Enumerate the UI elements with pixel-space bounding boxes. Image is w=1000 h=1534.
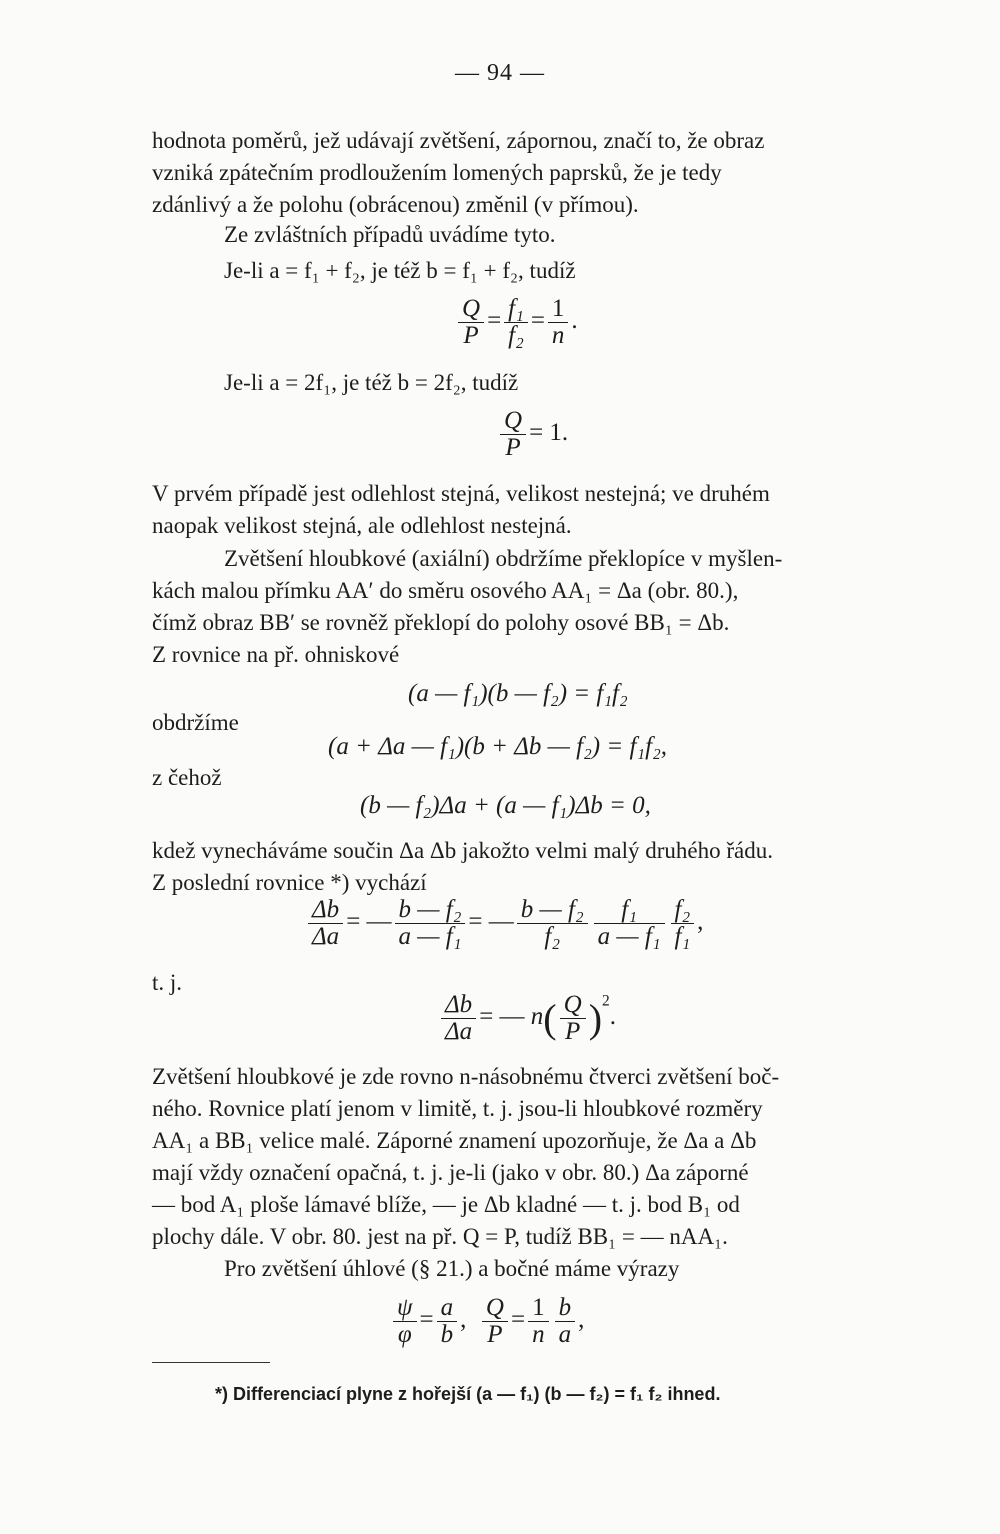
paragraph-1 xyxy=(152,125,940,221)
text-line: Z poslední rovnice *) vychází xyxy=(152,870,427,895)
case-1-line xyxy=(152,255,940,287)
fraction: $\frac{Q}{P}$ xyxy=(482,1295,508,1348)
case-2-line xyxy=(152,367,940,399)
paragraph-2 xyxy=(152,219,940,251)
equation-1: $\frac{Q}{P}$ = $\frac{\text{f₁}}{\text{f₂}}$ = $\frac{1}{n}$ . xyxy=(455,296,578,349)
fraction: $\frac{\text{b — f₂}}{\text{f₂}}$ xyxy=(517,897,588,950)
fraction: $\frac{\Delta b}{\Delta a}$ xyxy=(308,897,343,950)
equation-7: $\frac{\Delta b}{\Delta a}$ = — n( $\frac{Q}{P}$ )$^2$. xyxy=(438,992,616,1045)
page-number: — 94 — xyxy=(455,60,545,86)
label-obdrzime: obdržíme xyxy=(152,710,239,735)
text-line: Je-li a = 2f₁, je též b = 2f₂, tudíž xyxy=(224,370,519,395)
fraction: $\frac{\text{b — f₂}}{\text{a — f₁}}$ xyxy=(395,897,466,950)
fraction: $\frac{a}{b}$ xyxy=(437,1295,458,1348)
text-line: Ze zvláštních případů uvádíme tyto. xyxy=(224,222,556,247)
equation-6: $\frac{\Delta b}{\Delta a}$ = — $\frac{\text{b — f₂}}{\text{a — f₁}}$ = — $\frac{\text{b — f₂}}{\text{f₂}}$ $\frac{\text{f₁}}{\text{a — f₁}}$ $\frac{\text{f₂}}{\text{f₁}}$ , xyxy=(305,897,703,950)
footnote: *) Differenciací plyne z hořejší (a — f₁) (b — f₂) = f₁ f₂ ihned. xyxy=(215,1384,721,1404)
text-line: kách malou přímku AA′ do směru osového AA₁ = Δa (obr. 80.), xyxy=(152,578,739,603)
fraction: $\frac{Q}{P}$ xyxy=(500,408,526,461)
fraction: $\frac{\text{f₂}}{\text{f₁}}$ xyxy=(671,897,695,950)
text-line: naopak velikost stejná, ale odlehlost nestejná. xyxy=(152,513,572,538)
text-line: mají vždy označení opačná, t. j. je-li (jako v obr. 80.) Δa záporné xyxy=(152,1160,749,1185)
fraction: $\frac{\Delta b}{\Delta a}$ xyxy=(441,992,476,1045)
fraction: $\frac{\text{f₁}}{\text{a — f₁}}$ xyxy=(594,897,665,950)
text-line: hodnota poměrů, jež udávají zvětšení, zápornou, značí to, že obraz xyxy=(152,128,765,153)
paragraph-5 xyxy=(152,835,940,899)
text-line: Zvětšení hloubkové (axiální) obdržíme překlopíce v myšlen- xyxy=(224,546,783,571)
fraction: $\frac{\text{f₁}}{\text{f₂}}$ xyxy=(504,296,528,349)
text-line: — bod A₁ ploše lámavé blíže, — je Δb kladné — t. j. bod B₁ od xyxy=(152,1192,740,1217)
equation-8: $\frac{\psi}{\varphi}$ = $\frac{a}{b}$ , $\frac{Q}{P}$ = $\frac{1}{n}$ $\frac{b}{a}$ , xyxy=(390,1295,584,1348)
fraction: $\frac{\psi}{\varphi}$ xyxy=(393,1295,417,1348)
equation-5: (b — f₂)Δa + (a — f₁)Δb = 0, xyxy=(360,792,651,819)
paragraph-4 xyxy=(152,543,940,671)
equation-3: (a — f₁)(b — f₂) = f₁f₂ xyxy=(408,680,628,707)
fraction: $\frac{Q}{P}$ xyxy=(458,296,484,349)
label-t-j: t. j. xyxy=(152,970,183,995)
text-line: Zvětšení hloubkové je zde rovno n-násobnému čtverci zvětšení boč- xyxy=(152,1064,780,1089)
text-line: zdánlivý a že polohu (obrácenou) změnil (v přímou). xyxy=(152,192,639,217)
equation-4: (a + Δa — f₁)(b + Δb — f₂) = f₁f₂, xyxy=(328,733,668,760)
paragraph-7 xyxy=(152,1253,940,1285)
text-line: vzniká zpátečním prodloužením lomených paprsků, že je tedy xyxy=(152,160,722,185)
text-line: čímž obraz BB′ se rovněž překlopí do polohy osové BB₁ = Δb. xyxy=(152,610,730,635)
equation-2: $\frac{Q}{P}$ = 1. xyxy=(497,408,568,461)
fraction: $\frac{1}{n}$ xyxy=(548,296,569,349)
text-line: kdež vynecháváme součin Δa Δb jakožto velmi malý druhého řádu. xyxy=(152,838,773,863)
text-line: V prvém případě jest odlehlost stejná, velikost nestejná; ve druhém xyxy=(152,481,770,506)
footnote-rule xyxy=(152,1362,270,1363)
text-line: ného. Rovnice platí jenom v limitě, t. j. jsou-li hloubkové rozměry xyxy=(152,1096,763,1121)
text-line: AA₁ a BB₁ velice malé. Záporné znamení upozorňuje, že Δa a Δb xyxy=(152,1128,757,1153)
text-line: Pro zvětšení úhlové (§ 21.) a bočné máme výrazy xyxy=(224,1256,680,1281)
paragraph-6 xyxy=(152,1061,940,1253)
text-line: plochy dále. V obr. 80. jest na př. Q = P, tudíž BB₁ = — nAA₁. xyxy=(152,1224,728,1249)
text-line: Je-li a = f₁ + f₂, je též b = f₁ + f₂, tudíž xyxy=(224,258,576,283)
label-z-cehoz: z čehož xyxy=(152,765,222,790)
fraction: $\frac{Q}{P}$ xyxy=(560,992,586,1045)
fraction: $\frac{b}{a}$ xyxy=(555,1295,576,1348)
paragraph-3 xyxy=(152,478,940,542)
fraction: $\frac{1}{n}$ xyxy=(528,1295,549,1348)
text-line: Z rovnice na př. ohniskové xyxy=(152,642,400,667)
